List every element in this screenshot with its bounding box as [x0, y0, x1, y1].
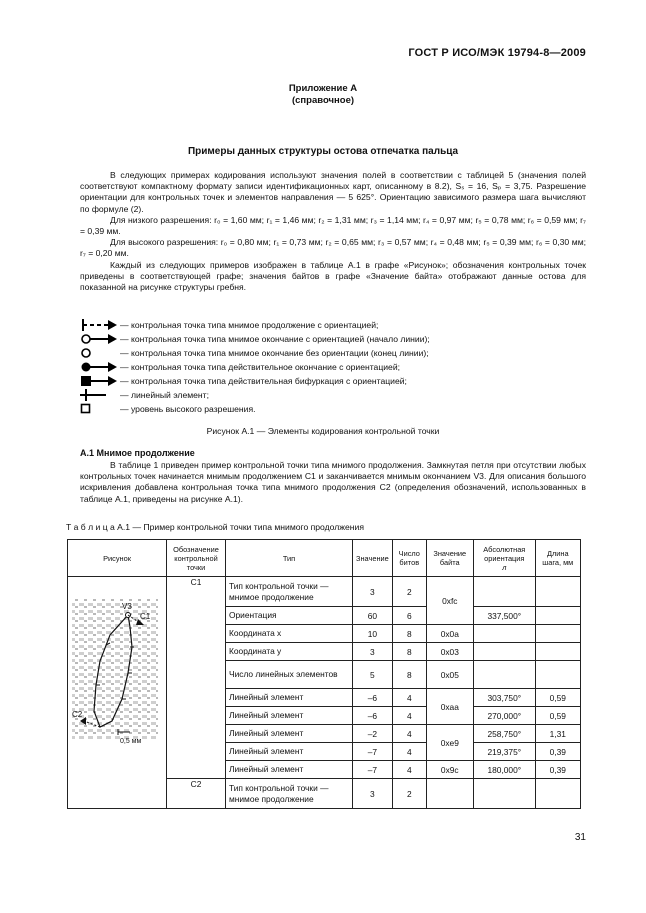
bits-cell: 8	[392, 661, 426, 689]
type-cell: Линейный элемент	[226, 761, 353, 779]
orientation-cell: 258,750°	[473, 725, 535, 743]
section-text	[80, 460, 586, 505]
step-cell	[535, 625, 580, 643]
col-header-value: Значение	[353, 540, 393, 577]
bits-cell: 4	[392, 761, 426, 779]
orientation-cell: 303,750°	[473, 689, 535, 707]
intro-paragraph-1: В следующих примерах кодирования используют значения полей в соответствии с таблицей 5 (значения полей соответствуют компактному формату записи идентификационных карт, описанному в 8.2), Sₛ = 16, Sₚ = 3,75. Разрешение ориентации для контрольных точек и элементов направления — 5 625°. Ориентацию зависимого размера шага вычисляют по формуле (2).	[80, 170, 586, 214]
label-c1: C1	[140, 612, 151, 621]
type-cell: Тип контрольной точки — мнимое продолжение	[226, 779, 353, 809]
bits-cell: 4	[392, 689, 426, 707]
section-title: А.1 Мнимое продолжение	[80, 448, 195, 458]
line-element-icon	[80, 389, 118, 401]
real-ending-icon	[80, 361, 118, 373]
legend-row-virtual-ending-end	[80, 347, 560, 359]
legend-row-real-ending	[80, 361, 560, 373]
legend-label: — контрольная точка типа действительная бифуркация с ориентацией;	[120, 376, 407, 386]
orientation-cell	[473, 643, 535, 661]
table-header-row	[68, 540, 581, 577]
value-cell: 3	[353, 643, 393, 661]
bits-cell: 2	[392, 577, 426, 607]
type-cell: Координата y	[226, 643, 353, 661]
orientation-cell: 180,000°	[473, 761, 535, 779]
label-v3: V3	[122, 602, 132, 611]
intro-paragraph-3: Для высокого разрешения: r₀ = 0,80 мм; r₁ = 0,73 мм; r₂ = 0,65 мм; r₃ = 0,57 мм; r₄ = 0,48 мм; r₅ = 0,39 мм; r₆ = 0,30 мм; r₇ = 0,20 мм.	[80, 237, 586, 259]
bits-cell: 4	[392, 707, 426, 725]
col-header-point: Обозначение контрольной точки	[167, 540, 226, 577]
real-bifurcation-icon	[80, 375, 118, 387]
byte-cell: 0x9c	[426, 761, 473, 779]
document-title: Примеры данных структуры остова отпечатка пальца	[187, 146, 459, 157]
high-resolution-icon	[80, 403, 118, 415]
col-header-bits: Число битов	[392, 540, 426, 577]
step-cell: 1,31	[535, 725, 580, 743]
point-cell: C2	[167, 779, 226, 809]
byte-cell: 0x03	[426, 643, 473, 661]
orientation-cell	[473, 661, 535, 689]
legend-label: — линейный элемент;	[120, 390, 209, 400]
intro-text	[80, 170, 586, 293]
byte-cell: 0xfc	[426, 577, 473, 625]
legend-row-line-element	[80, 389, 560, 401]
orientation-cell	[473, 625, 535, 643]
col-header-type: Тип	[226, 540, 353, 577]
orientation-header-text: Абсолютная ориентация	[483, 544, 526, 563]
data-table	[67, 539, 581, 809]
orientation-symbol: л	[502, 562, 507, 572]
legend-row-virtual-continuation	[80, 319, 560, 331]
bits-cell: 8	[392, 643, 426, 661]
type-cell: Ориентация	[226, 607, 353, 625]
value-cell: –7	[353, 743, 393, 761]
table-caption: Т а б л и ц а А.1 — Пример контрольной точки типа мнимого продолжения	[66, 522, 364, 532]
bits-cell: 8	[392, 625, 426, 643]
col-header-byte: Значение байта	[426, 540, 473, 577]
virtual-ending-oriented-icon	[80, 333, 118, 345]
value-cell: 3	[353, 779, 393, 809]
figure-caption: Рисунок А.1 — Элементы кодирования контрольной точки	[206, 426, 440, 436]
value-cell: 3	[353, 577, 393, 607]
type-cell: Координата x	[226, 625, 353, 643]
col-header-step: Длина шага, мм	[535, 540, 580, 577]
value-cell: 60	[353, 607, 393, 625]
byte-cell: 0xaa	[426, 689, 473, 725]
step-cell	[535, 607, 580, 625]
byte-cell: 0xe9	[426, 725, 473, 761]
value-cell: –2	[353, 725, 393, 743]
col-header-figure: Рисунок	[68, 540, 167, 577]
byte-cell	[426, 779, 473, 809]
legend-label: — контрольная точка типа мнимое окончание без ориентации (конец линии);	[120, 348, 429, 358]
step-cell: 0,59	[535, 707, 580, 725]
page-number: 31	[574, 832, 586, 843]
step-cell: 0,39	[535, 761, 580, 779]
table-row	[68, 577, 581, 607]
document-id-header: ГОСТ Р ИСО/МЭК 19794-8—2009	[408, 47, 586, 59]
value-cell: 10	[353, 625, 393, 643]
col-header-orientation	[473, 540, 535, 577]
legend-row-high-resolution	[80, 403, 560, 415]
ridge-skeleton-figure	[70, 581, 162, 745]
step-cell	[535, 643, 580, 661]
orientation-cell	[473, 779, 535, 809]
point-cell: C1	[167, 577, 226, 779]
step-cell: 0,39	[535, 743, 580, 761]
type-cell: Линейный элемент	[226, 689, 353, 707]
type-cell: Линейный элемент	[226, 725, 353, 743]
byte-cell: 0x0a	[426, 625, 473, 643]
value-cell: 5	[353, 661, 393, 689]
legend-label: — контрольная точка типа действительное окончание с ориентацией;	[120, 362, 401, 372]
legend-row-real-bifurcation	[80, 375, 560, 387]
orientation-cell: 219,375°	[473, 743, 535, 761]
type-cell: Линейный элемент	[226, 707, 353, 725]
legend-label: — уровень высокого разрешения.	[120, 404, 256, 414]
virtual-ending-no-orientation-icon	[80, 347, 118, 359]
orientation-cell: 270,000°	[473, 707, 535, 725]
type-cell: Число линейных элементов	[226, 661, 353, 689]
section-paragraph: В таблице 1 приведен пример контрольной точки типа мнимого продолжения. Замкнутая петля при отсутствии любых контрольных точек начинается мнимым продолжением C1 и заканчивается мнимым окончанием V3. Для описания большого искривления добавлена контрольная точка типа мнимого продолжения C2 (определения обозначений, использованных в таблице А.1, приведены на рисунке А.1).	[80, 460, 586, 504]
annex-heading	[0, 83, 646, 107]
legend-label: — контрольная точка типа мнимое продолжение с ориентацией;	[120, 320, 379, 330]
step-cell	[535, 779, 580, 809]
bits-cell: 6	[392, 607, 426, 625]
figure-cell	[68, 577, 167, 809]
value-cell: –6	[353, 707, 393, 725]
bits-cell: 4	[392, 743, 426, 761]
bits-cell: 4	[392, 725, 426, 743]
orientation-cell: 337,500°	[473, 607, 535, 625]
step-cell	[535, 577, 580, 607]
value-cell: –6	[353, 689, 393, 707]
legend-row-virtual-ending-start	[80, 333, 560, 345]
label-c2: C2	[72, 710, 83, 719]
intro-paragraph-4: Каждый из следующих примеров изображен в таблице А.1 в графе «Рисунок»; обозначения контрольных точек приведены в соответствующей графе; значения байтов в графе «Значение байта» отображают данные остова для показанной на рисунке структуры гребня.	[80, 259, 586, 293]
step-cell	[535, 661, 580, 689]
legend-label: — контрольная точка типа мнимое окончание с ориентацией (начало линии);	[120, 334, 430, 344]
bits-cell: 2	[392, 779, 426, 809]
annex-title: Приложение А	[288, 83, 358, 94]
orientation-cell	[473, 577, 535, 607]
annex-subtitle: (справочное)	[291, 95, 355, 106]
type-cell: Линейный элемент	[226, 743, 353, 761]
byte-cell: 0x05	[426, 661, 473, 689]
label-scale: 0,5 мм	[120, 738, 142, 745]
step-cell: 0,59	[535, 689, 580, 707]
value-cell: –7	[353, 761, 393, 779]
type-cell: Тип контрольной точки — мнимое продолжение	[226, 577, 353, 607]
intro-paragraph-2: Для низкого разрешения: r₀ = 1,60 мм; r₁ = 1,46 мм; r₂ = 1,31 мм; r₃ = 1,14 мм; r₄ = 0,97 мм; r₅ = 0,78 мм; r₆ = 0,59 мм; r₇ = 0,39 мм.	[80, 214, 586, 237]
virtual-continuation-icon	[80, 319, 118, 331]
